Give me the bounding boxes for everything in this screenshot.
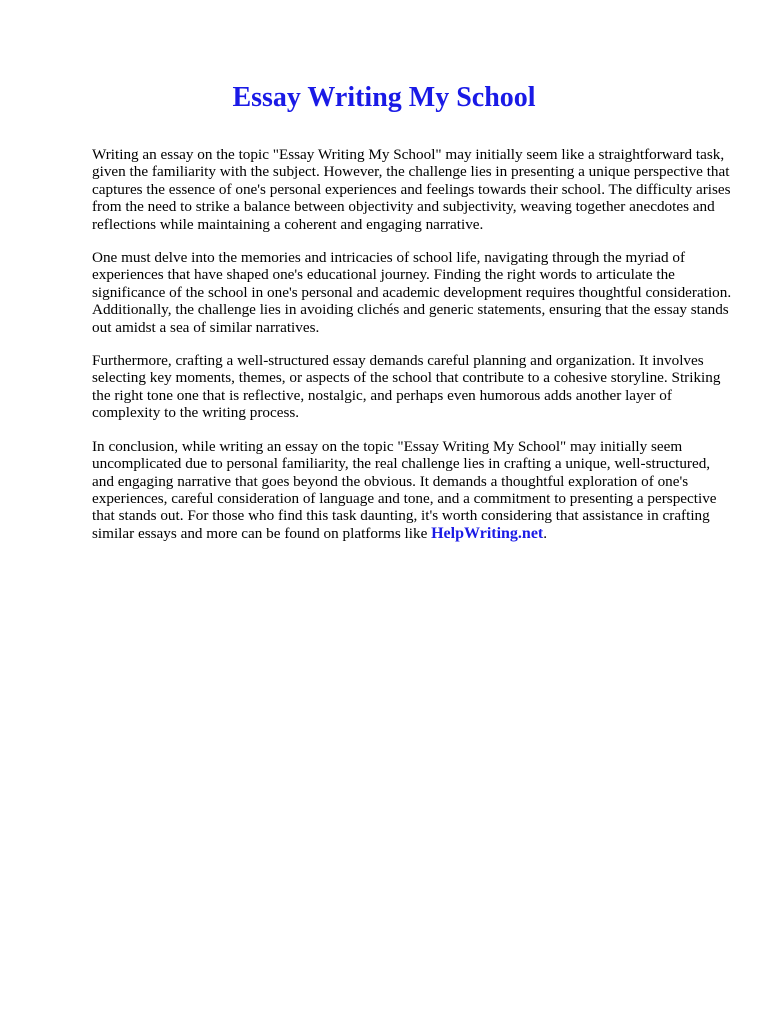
conclusion-text: In conclusion, while writing an essay on the topic "Essay Writing My School" may initially seem uncomplicated due to personal familiarity, the real challenge lies in crafting a unique, well-structured, and engaging narrative that goes beyond the obvious. It demands a thoughtful exploration of one's experiences, careful consideration of language and tone, and a commitment to presenting a perspective that stands out. For those who find this task daunting, it's worth considering that assistance in crafting similar essays and more can be found on platforms like	[92, 437, 717, 542]
document-body	[92, 146, 732, 558]
paragraph-1: Writing an essay on the topic "Essay Writing My School" may initially seem like a straightforward task, given the familiarity with the subject. However, the challenge lies in presenting a unique perspective that captures the essence of one's personal experiences and feelings towards their school. The difficulty arises from the need to strike a balance between objectivity and subjectivity, weaving together anecdotes and reflections while maintaining a coherent and engaging narrative.	[92, 146, 731, 233]
document-title: Essay Writing My School	[232, 82, 536, 113]
paragraph-3: Furthermore, crafting a well-structured essay demands careful planning and organization. It involves selecting key moments, themes, or aspects of the school that contribute to a cohesive storyline. Striking the right tone one that is reflective, nostalgic, and perhaps even humorous adds another layer of complexity to the writing process.	[92, 352, 721, 422]
paragraph-2: One must delve into the memories and intricacies of school life, navigating through the myriad of experiences that have shaped one's educational journey. Finding the right words to articulate the significance of the school in one's personal and academic development requires thoughtful consideration. Additionally, the challenge lies in avoiding clichés and generic statements, ensuring that the essay stands out amidst a sea of similar narratives.	[92, 249, 732, 336]
conclusion-end: .	[543, 524, 548, 542]
helpwriting-link[interactable]: HelpWriting.net	[431, 524, 544, 542]
paragraph-conclusion	[92, 438, 732, 542]
